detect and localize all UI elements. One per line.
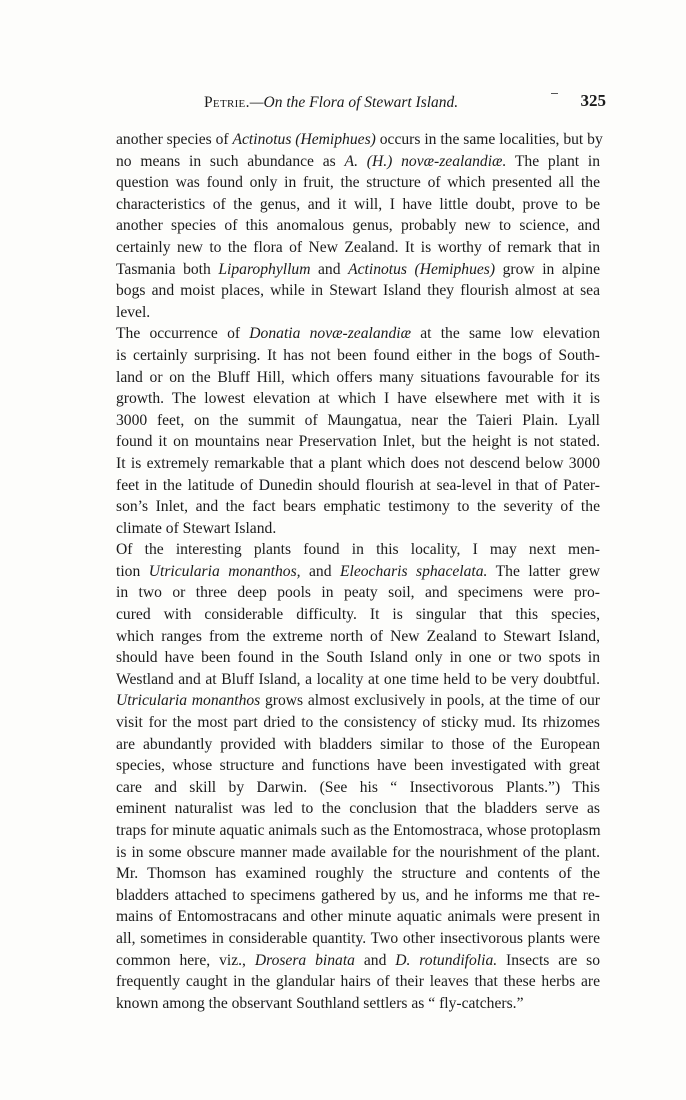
text-line <box>116 842 600 864</box>
text-run: The latter grew <box>487 562 600 580</box>
text-run: is in some obscure manner made available for the nourishment of the plant. <box>116 843 600 861</box>
text-run: are abundantly provided with bladders similar to those of the European <box>116 735 600 753</box>
text-line <box>116 194 600 216</box>
text-run: climate of Stewart Island. <box>116 519 277 537</box>
italic-text: Actinotus (Hemiphues) <box>232 131 376 148</box>
text-line <box>116 539 600 561</box>
author-name: Petrie. <box>204 94 250 111</box>
text-run: land or on the Bluff Hill, which offers many situations favourable for its <box>116 368 600 386</box>
text-line <box>116 410 600 432</box>
text-run: grow in alpine <box>495 260 600 278</box>
text-run: common here, viz., <box>116 951 255 969</box>
page-number: 325 <box>580 91 606 110</box>
italic-text: Actinotus (Hemiphues) <box>348 260 496 278</box>
text-run: is certainly surprising. It has not been found either in the bogs of South- <box>116 346 600 364</box>
print-mark <box>551 93 558 94</box>
text-line <box>116 475 600 497</box>
text-line <box>116 626 600 648</box>
text-run: another species of this anomalous genus, probably new to science, and <box>116 217 600 235</box>
text-run: The occurrence of <box>116 325 250 343</box>
text-line <box>116 431 600 453</box>
text-run: tion <box>116 562 149 580</box>
text-line <box>116 971 600 993</box>
text-run: mains of Entomostracans and other minute aquatic animals were present in <box>116 908 600 926</box>
italic-text: Liparophyllum <box>218 260 311 278</box>
text-line <box>116 885 600 907</box>
text-run: bladders attached to specimens gathered by us, and he informs me that re- <box>116 886 600 904</box>
text-line <box>116 734 600 756</box>
text-run: growth. The lowest elevation at which I have elsewhere met with it is <box>116 390 600 408</box>
italic-text: D. rotundifolia. <box>395 951 498 969</box>
text-line <box>116 582 600 604</box>
text-run: Tasmania both <box>116 260 219 278</box>
text-run: occurs in the same localities, but by <box>375 131 603 148</box>
text-line <box>116 993 600 1015</box>
text-run: frequently caught in the glandular hairs of their leaves that these herbs are <box>116 973 600 991</box>
article-title: —On the Flora of Stewart Island. <box>249 94 459 111</box>
text-run: eminent naturalist was led to the conclusion that the bladders serve as <box>116 800 600 818</box>
text-run: Of the interesting plants found in this locality, I may next men- <box>116 541 600 559</box>
italic-text: A. (H.) novæ-zealandiæ. <box>344 152 507 170</box>
text-line <box>116 388 600 410</box>
text-line <box>116 669 600 691</box>
text-run: in two or three deep pools in peaty soil, and specimens were pro- <box>116 584 600 602</box>
running-title <box>204 94 458 112</box>
text-line <box>116 259 600 281</box>
text-line <box>116 215 600 237</box>
text-line <box>116 604 600 626</box>
text-line <box>116 237 600 259</box>
text-line <box>116 820 600 842</box>
text-run: bogs and moist places, while in Stewart Island they flourish almost at sea <box>116 282 600 300</box>
text-run: species, whose structure and functions have been investigated with great <box>116 757 600 775</box>
body-text <box>116 129 603 1014</box>
text-run: visit for the most part dried to the consistency of sticky mud. Its rhizomes <box>116 714 600 732</box>
text-line <box>116 863 600 885</box>
text-run: The plant in <box>506 152 600 170</box>
text-line <box>116 906 600 928</box>
text-run: and <box>354 951 396 969</box>
text-line <box>116 280 600 302</box>
text-line <box>116 151 600 173</box>
text-run: It is extremely remarkable that a plant which does not descend below 3000 <box>116 454 600 472</box>
text-line <box>116 323 600 345</box>
text-line <box>116 518 600 540</box>
text-run: Insects are so <box>497 951 601 969</box>
text-line <box>116 690 600 712</box>
text-run: found it on mountains near Preservation Inlet, but the height is not stated. <box>116 433 600 451</box>
text-line <box>116 496 600 518</box>
text-run: characteristics of the genus, and it will, I have little doubt, prove to be <box>116 195 600 213</box>
text-run: at the same low elevation <box>411 325 601 343</box>
text-run: should have been found in the South Island only in one or two spots in <box>116 649 600 667</box>
text-line <box>116 302 600 324</box>
text-line <box>116 367 600 389</box>
text-run: grows almost exclusively in pools, at the time of our <box>260 692 600 710</box>
text-run: and <box>310 260 349 278</box>
text-line <box>116 777 600 799</box>
text-line <box>116 755 600 777</box>
text-run: question was found only in fruit, the structure of which presented all the <box>116 174 600 192</box>
running-head <box>116 91 606 115</box>
text-line <box>116 345 600 367</box>
text-run: 3000 feet, on the summit of Maungatua, near the Taieri Plain. Lyall <box>116 411 600 429</box>
text-run: another species of <box>116 131 233 148</box>
text-run: care and skill by Darwin. (See his “ Insectivorous Plants.”) This <box>116 778 600 796</box>
text-line <box>116 129 603 151</box>
text-line <box>116 453 600 475</box>
text-run: son’s Inlet, and the fact bears emphatic testimony to the severity of the <box>116 498 600 516</box>
italic-text: Utricularia monanthos <box>116 692 261 710</box>
italic-text: Drosera binata <box>254 951 355 969</box>
text-run: Mr. Thomson has examined roughly the structure and contents of the <box>116 865 600 883</box>
text-line <box>116 561 600 583</box>
text-line <box>116 647 600 669</box>
text-line <box>116 928 600 950</box>
italic-text: Eleocharis sphacelata. <box>339 562 488 580</box>
text-run: certainly new to the flora of New Zealand. It is worthy of remark that in <box>116 238 600 256</box>
text-run: level. <box>116 303 151 321</box>
text-run: Westland and at Bluff Island, a locality at one time held to be very doubtful. <box>116 670 600 688</box>
text-line <box>116 712 600 734</box>
text-run: and <box>300 562 340 580</box>
text-run: cured with considerable difficulty. It is singular that this species, <box>116 606 600 624</box>
italic-text: Utricularia monanthos, <box>148 562 301 580</box>
text-line <box>116 950 600 972</box>
text-line <box>116 172 600 194</box>
italic-text: Donatia novæ-zealandiæ <box>249 325 411 343</box>
text-run: which ranges from the extreme north of New Zealand to Stewart Island, <box>116 627 600 645</box>
text-run: traps for minute aquatic animals such as the Entomostraca, whose protoplasm <box>116 822 601 839</box>
text-run: feet in the latitude of Dunedin should flourish at sea-level in that of Pater- <box>116 476 600 494</box>
text-run: known among the observant Southland settlers as “ fly-catchers.” <box>116 994 524 1012</box>
text-run: all, sometimes in considerable quantity. Two other insectivorous plants were <box>116 929 600 947</box>
text-run: no means in such abundance as <box>116 152 345 170</box>
text-line <box>116 798 600 820</box>
